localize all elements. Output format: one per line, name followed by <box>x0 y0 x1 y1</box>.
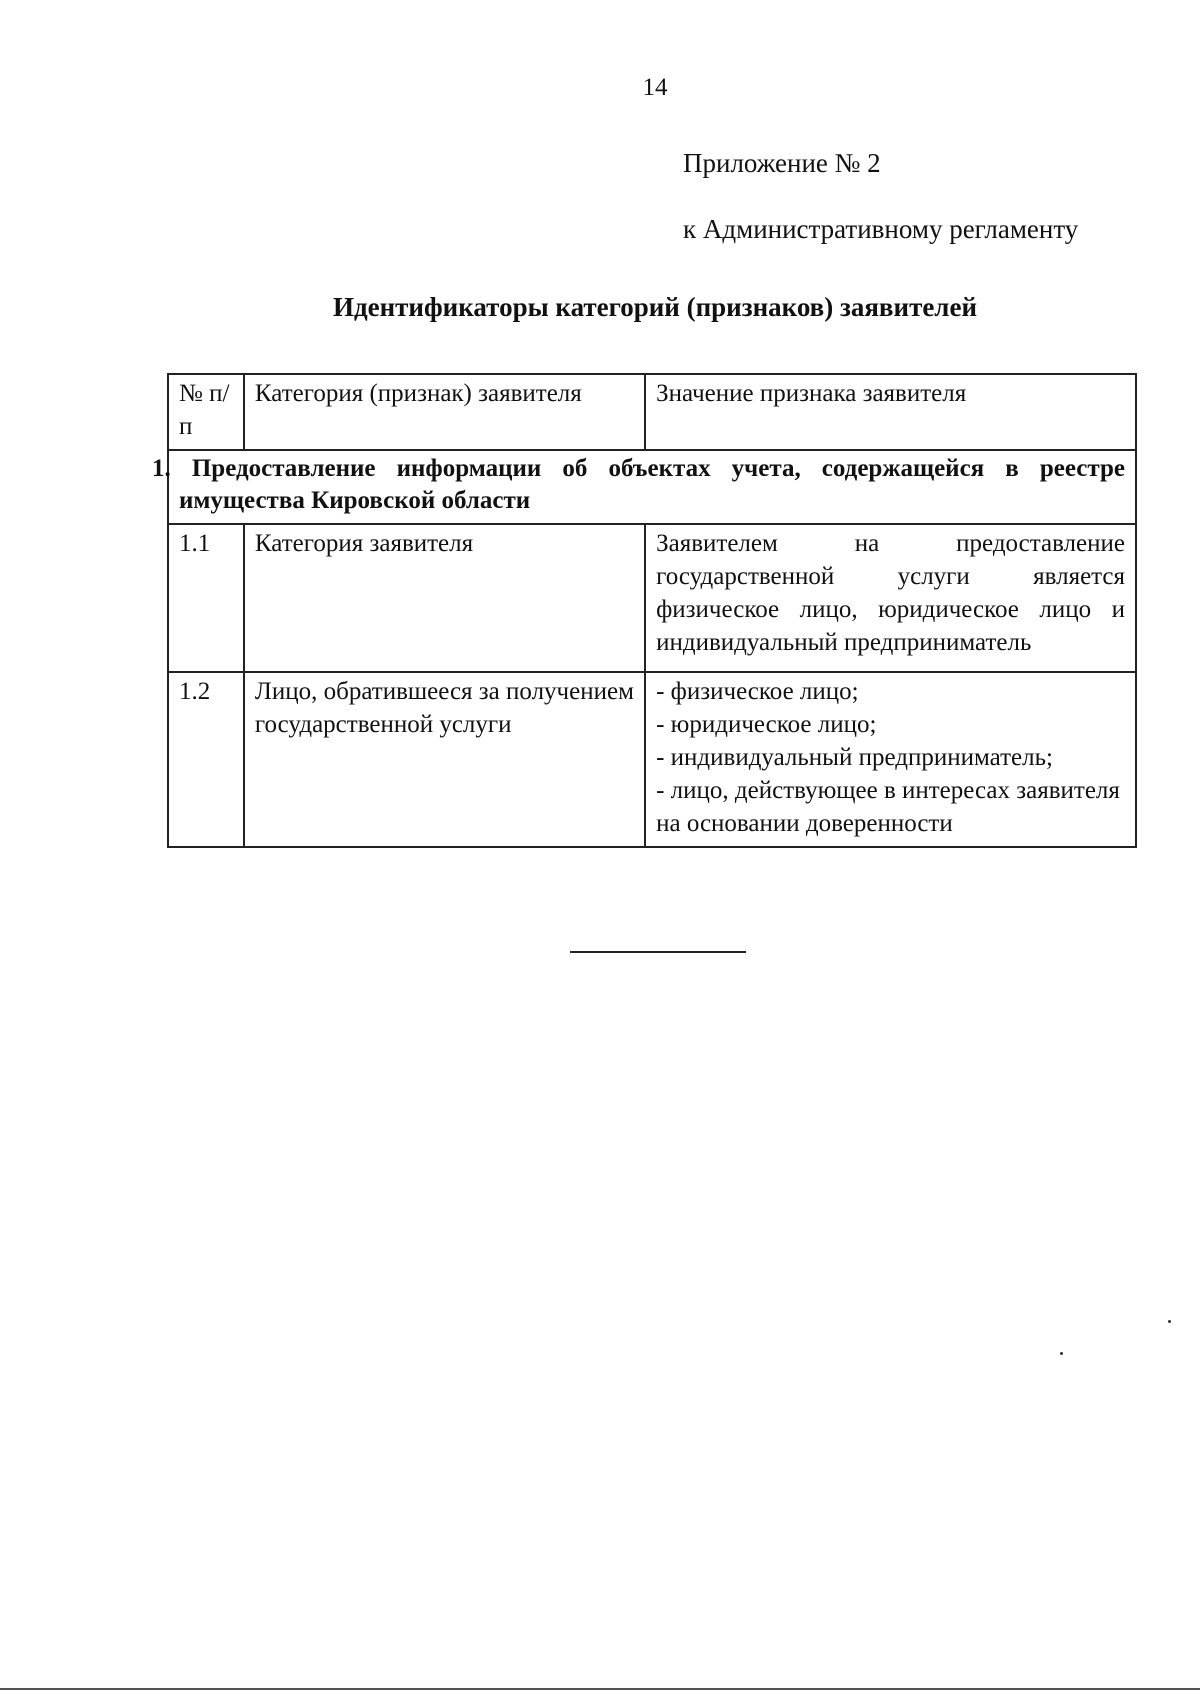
list-item: - лицо, действующее в интересах заявителя на основании доверенности <box>656 777 1120 837</box>
row-category: Категория заявителя <box>244 524 645 672</box>
appendix-title: Приложение № 2 <box>683 148 881 178</box>
row-category: Лицо, обратившееся за получением государственной услуги <box>244 672 645 847</box>
header-value: Значение признака заявителя <box>645 374 1136 450</box>
section-label: 1. Предоставление информации об объектах учета, содержащейся в реестре имущества Кировской области <box>168 450 1136 524</box>
list-item: - юридическое лицо; <box>656 711 877 738</box>
table-row <box>168 524 1136 672</box>
appendix-subtitle: к Административному регламенту <box>683 214 1079 244</box>
header-number: № п/п <box>168 374 244 450</box>
row-value: Заявителем на предоставление государственной услуги является физическое лицо, юридическое лицо и индивидуальный предприниматель <box>645 524 1136 672</box>
row-number: 1.2 <box>168 672 244 847</box>
list-item: - физическое лицо; <box>656 678 859 705</box>
page-number: 14 <box>642 74 668 101</box>
table-header-row <box>168 374 1136 450</box>
scan-speck <box>1168 1320 1171 1323</box>
table-row <box>168 672 1136 847</box>
scan-speck <box>1060 1352 1063 1355</box>
end-divider <box>570 951 746 953</box>
row-value-list <box>645 672 1136 847</box>
scan-edge-line <box>0 1688 1200 1690</box>
document-title: Идентификаторы категорий (признаков) заявителей <box>332 292 978 322</box>
section-row <box>168 450 1136 524</box>
header-category: Категория (признак) заявителя <box>244 374 645 450</box>
identifiers-table <box>152 373 1137 848</box>
list-item: - индивидуальный предприниматель; <box>656 744 1053 771</box>
row-number: 1.1 <box>168 524 244 672</box>
